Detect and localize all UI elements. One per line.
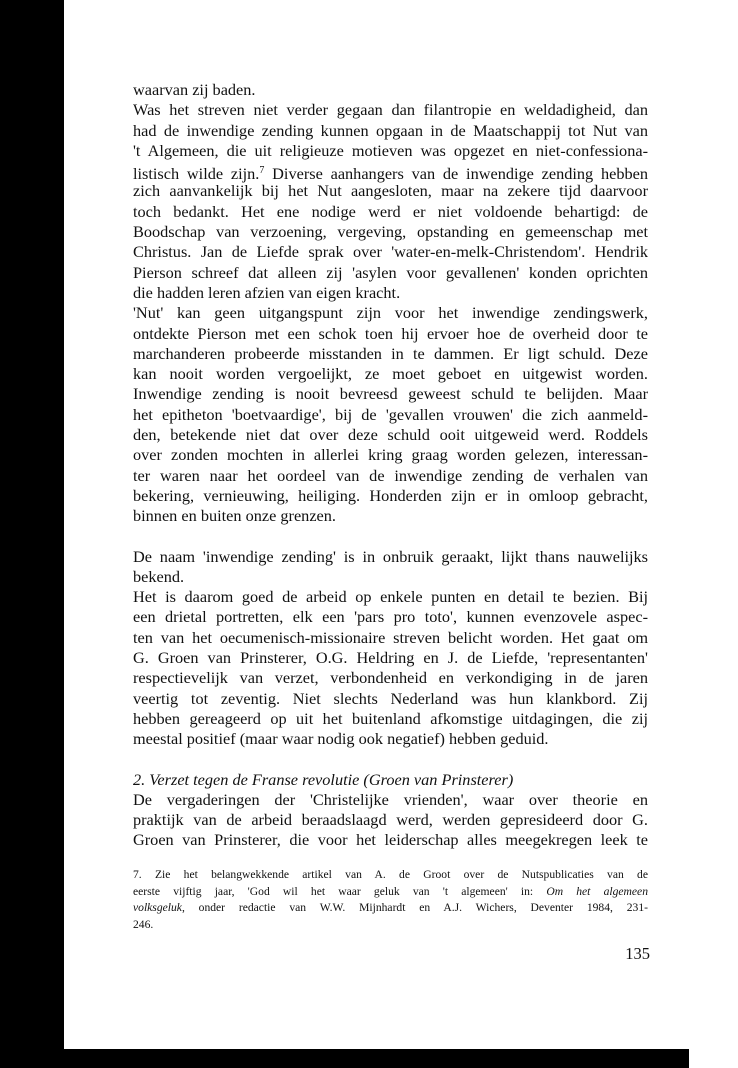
- text-line: hebben gereageerd op uit het buitenland afkomstige uitdagingen, die zij: [133, 708, 648, 728]
- text-line: kan nooit worden vergoelijkt, ze moet geboet en uitgewist worden.: [133, 364, 648, 384]
- text-line: 'Nut' kan geen uitgangspunt zijn voor het inwendige zendingswerk,: [133, 303, 648, 323]
- page-body: [133, 80, 648, 851]
- text-line: Boodschap van verzoening, vergeving, opstanding en gemeenschap met: [133, 222, 648, 242]
- footnote-title: volksgeluk: [133, 901, 182, 914]
- footnote-line: [133, 900, 648, 917]
- text-line: 't Algemeen, die uit religieuze motieven was opgezet en niet-confessiona-: [133, 140, 648, 160]
- text-line: een drietal portretten, elk een 'pars pro toto', kunnen evenzovele aspec-: [133, 607, 648, 627]
- scan-border-bottom: [0, 1049, 689, 1068]
- text-line: Christus. Jan de Liefde sprak over 'water-en-melk-Christendom'. Hendrik: [133, 242, 648, 262]
- paragraph-2: [133, 547, 648, 750]
- text-line: had de inwendige zending kunnen opgaan in de Maatschappij tot Nut van: [133, 120, 648, 140]
- footnote-line: 7. Zie het belangwekkende artikel van A. de Groot over de Nutspublicaties van de: [133, 868, 648, 881]
- footnote-segment: eerste vijftig jaar, 'God wil het waar geluk van 't algemeen' in:: [133, 884, 534, 898]
- text-line: Het is daarom goed de arbeid op enkele punten en detail te bezien. Bij: [133, 587, 648, 607]
- paragraph-1: [133, 80, 648, 527]
- text-line: over zonden mochten in allerlei kring graag worden gelezen, interessan-: [133, 445, 648, 465]
- section-2: [133, 770, 648, 851]
- text-segment: Diverse aanhangers van de inwendige zending hebben: [272, 164, 649, 184]
- text-segment: listisch wilde zijn.: [133, 164, 260, 184]
- text-line: ontdekte Pierson met een schok toen hij ervoer hoe de overheid door te: [133, 323, 648, 343]
- footnote-line: [133, 884, 648, 901]
- footnote-title: Om het algemeen: [546, 884, 648, 898]
- footnote: [133, 867, 648, 933]
- text-line: respectievelijk van verzet, verbondenheid en verkondiging in de jaren: [133, 668, 648, 688]
- text-line: G. Groen van Prinsterer, O.G. Heldring en J. de Liefde, 'representanten': [133, 648, 648, 668]
- text-line: [133, 161, 649, 184]
- text-line: bekend.: [133, 566, 185, 586]
- footnote-reference: 7: [259, 165, 265, 177]
- text-line: den, betekende niet dat over deze schuld ooit uitgeweid werd. Roddels: [133, 425, 648, 445]
- scan-border-left: [0, 0, 64, 1068]
- text-line: het epitheton 'boetvaardige', bij de 'gevallen vrouwen' die zich aanmeld-: [133, 404, 648, 424]
- text-line: Was het streven niet verder gegaan dan filantropie en weldadigheid, dan: [133, 100, 648, 120]
- text-line: Pierson schreef dat alleen zij 'asylen voor gevallenen' konden oprichten: [133, 262, 648, 282]
- text-line: meestal positief (maar waar nodig ook negatief) hebben geduid.: [133, 729, 549, 749]
- footnote-line: 246.: [133, 917, 154, 931]
- text-line: zich aanvankelijk bij het Nut aangesloten, maar na zekere tijd daarvoor: [133, 181, 648, 201]
- page-number: 135: [625, 944, 650, 963]
- text-line: bekering, vernieuwing, heiliging. Honderden zijn er in omloop gebracht,: [133, 485, 648, 505]
- text-line: De naam 'inwendige zending' is in onbruik geraakt, lijkt thans nauwelijks: [133, 546, 648, 566]
- text-line: praktijk van de arbeid beraadslaagd werd, werden gepresideerd door G.: [133, 810, 648, 830]
- text-line: ter waren naar het oordeel van de inwendige zending de verhalen van: [133, 465, 648, 485]
- text-line: Groen van Prinsterer, die voor het leiderschap alles meegekregen leek te: [133, 830, 648, 850]
- text-line: die hadden leren afzien van eigen kracht.: [133, 282, 401, 302]
- text-line: marchanderen probeerde misstanden in te dammen. Er ligt schuld. Deze: [133, 343, 648, 363]
- text-line: toch bedankt. Het ene nodige werd er niet voldoende behartigd: de: [133, 201, 648, 221]
- text-line: De vergaderingen der 'Christelijke vrienden', waar over theorie en: [133, 789, 648, 809]
- text-line: binnen en buiten onze grenzen.: [133, 506, 336, 526]
- text-line: waarvan zij baden.: [133, 80, 256, 99]
- text-line: veertig tot zeventig. Niet slechts Nederland was hun klankbord. Zij: [133, 688, 648, 708]
- text-line: ten van het oecumenisch-missionaire streven belicht worden. Het gaat om: [133, 627, 648, 647]
- section-heading: 2. Verzet tegen de Franse revolutie (Groen van Prinsterer): [133, 769, 514, 789]
- text-line: Inwendige zending is nooit bevreesd geweest schuld te belijden. Maar: [133, 384, 648, 404]
- footnote-segment: , onder redactie van W.W. Mijnhardt en A.J. Wichers, Deventer 1984, 231-: [181, 901, 648, 914]
